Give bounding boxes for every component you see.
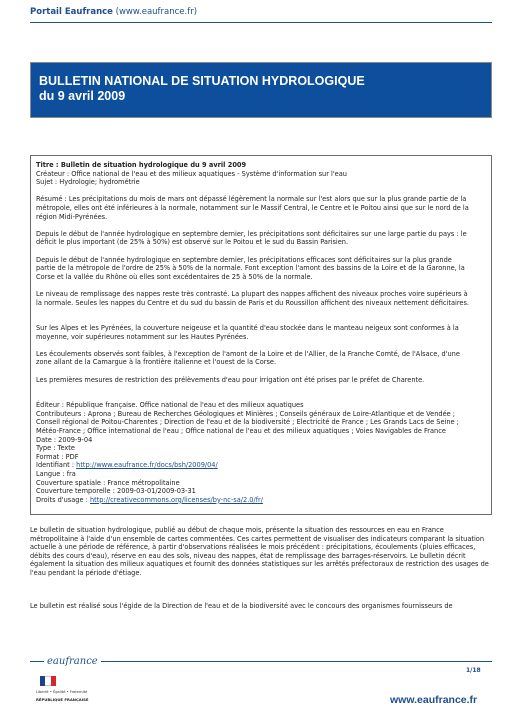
metadata-subject: Sujet : Hydrologie; hydrométrie [36,178,140,187]
metadata-date: Date : 2009-9-04 [36,435,93,444]
rights-label: Droits d'usage : [36,495,90,504]
flag-stripe-red [51,676,56,686]
banner-title-line2: du 9 avril 2009 [39,89,126,103]
republic-name: RÉPUBLIQUE FRANÇAISE [36,697,89,702]
identifier-link[interactable]: http://www.eaufrance.fr/docs/bsh/2009/04/ [76,461,218,470]
title-banner [30,62,492,118]
metadata-card [30,155,492,515]
website-link[interactable]: www.eaufrance.fr [390,694,478,706]
metadata-identifier [36,461,472,470]
summary-paragraph: Depuis le début de l'année hydrologique en septembre dernier, les précipitations sont déficitaires sur une large partie du pays : le déficit le plus important (de 25% à 50%) est observé sur le Poitou et le sud du Bassin Parisien. [36,229,467,247]
metadata-publisher: Éditeur : République française. Office national de l'eau et des milieux aquatiques [36,401,304,410]
second-paragraph [30,602,492,611]
summary-paragraph: Le niveau de remplissage des nappes reste très contrasté. La plupart des nappes affichent des niveaux proches voire supérieurs à la normale. Seules les nappes du Centre et du sud du bassin de Paris et du Roussillon affichent des niveaux nettement déficitaires. [36,289,469,307]
metadata-type: Type : Texte [36,444,75,453]
french-flag-icon [40,676,56,686]
banner-title [39,74,365,104]
metadata-format: Format : PDF [36,452,79,461]
metadata-contributors: Contributeurs : Aprona ; Bureau de Recherches Géologiques et Minières ; Conseils généraux de Loire-Atlantique et de Vendée ; Conseil régional de Poitou-Charentes ; Direction de l'eau et de la biodiversité ; Electricité de France ; Les Grands Lacs de Seine ; Météo-France ; Office international de l'eau ; Office national de l'eau et des milieux aquatiques ; Voies Navigables de France [36,409,459,436]
summary-paragraph: Les premières mesures de restriction des prélèvements d'eau pour irrigation ont été prises par le préfet de Charente. [36,375,425,384]
metadata-language: Langue : fra [36,470,76,478]
metadata-title: Titre : Bulletin de situation hydrologique du 9 avril 2009 [36,161,247,169]
metadata-coverage-spatial: Couverture spatiale : France métropolitaine [36,478,180,487]
metadata-rights [36,496,472,505]
portal-url[interactable]: (www.eaufrance.fr) [115,7,198,17]
header-divider [30,22,492,23]
summary-paragraph: Les écoulements observés sont faibles, à l'exception de l'amont de la Loire et de l'Allier, de la Franche Comté, de l'Alsace, d'une zone allant de la Camargue à la frontière italienne et l'ouest de la Corse. [36,349,460,367]
portal-header [30,7,197,17]
intro-paragraph [30,526,492,578]
rights-link[interactable]: http://creativecommons.org/licenses/by-nc-sa/2.0/fr/ [89,495,263,504]
metadata-content [36,161,472,504]
metadata-creator: Créateur : Office national de l'eau et des milieux aquatiques - Système d'information sur l'eau [36,169,347,178]
summary-paragraph: Depuis le début de l'année hydrologique en septembre dernier, les précipitations efficaces sont déficitaires sur la plus grande partie de la métropole de l'ordre de 25% à 50% de la normale. Font exception l'amont des bassins de la Loire et de la Garonne, la Corse et la vallée du Rhône où elles sont excédentaires de 25 à 50% de la normale. [36,255,465,281]
republic-motto: Liberté • Égalité • Fraternité [36,690,88,694]
metadata-coverage-temporal: Couverture temporelle : 2009-03-01/2009-03-31 [36,487,196,496]
summary-paragraph: Résumé : Les précipitations du mois de mars ont dépassé légèrement la normale sur l'est alors que sur la plus grande partie de la métropole, elles ont été inférieures à la normale, notamment sur le Massif Central, le Centre et le Poitou ainsi que sur le nord de la région Midi-Pyrénées. [36,195,469,221]
portal-name: Portail Eaufrance [30,7,113,17]
page-number: 1/18 [466,667,481,674]
summary-paragraph: Sur les Alpes et les Pyrénées, la couverture neigeuse et la quantité d'eau stockée dans le manteau neigeux sont conformes à la moyenne, voir supérieures notamment sur les Hautes Pyrénées. [36,324,459,341]
eaufrance-logo: eaufrance [44,656,101,667]
second-paragraph-text: Le bulletin est réalisé sous l'égide de la Direction de l'eau et de la biodiversité avec le concours des organismes fournisseurs de [30,602,453,610]
banner-title-line1: BULLETIN NATIONAL DE SITUATION HYDROLOGIQUE [39,74,365,88]
identifier-label: Identifiant : [36,461,77,470]
intro-paragraph-text: Le bulletin de situation hydrologique, publié au début de chaque mois, présente la situation des ressources en eau en France métropolitaine à l'aide d'un ensemble de cartes commentées. Ces cartes permettent de visualiser des indicateurs comparant la situation actuelle à une période de référence, à partir d'observations réalisées le mois précédent : précipitations, écoulements (pluies efficaces, débits des cours d'eau), réserve en eau des sols, niveau des nappes, état de remplissage des barrages-réservoirs. Le bulletin décrit également la situation des milieux aquatiques et fournit des données statistiques sur les arrêtés préfectoraux de restriction des usages de l'eau pendant la période d'étiage. [30,526,489,577]
